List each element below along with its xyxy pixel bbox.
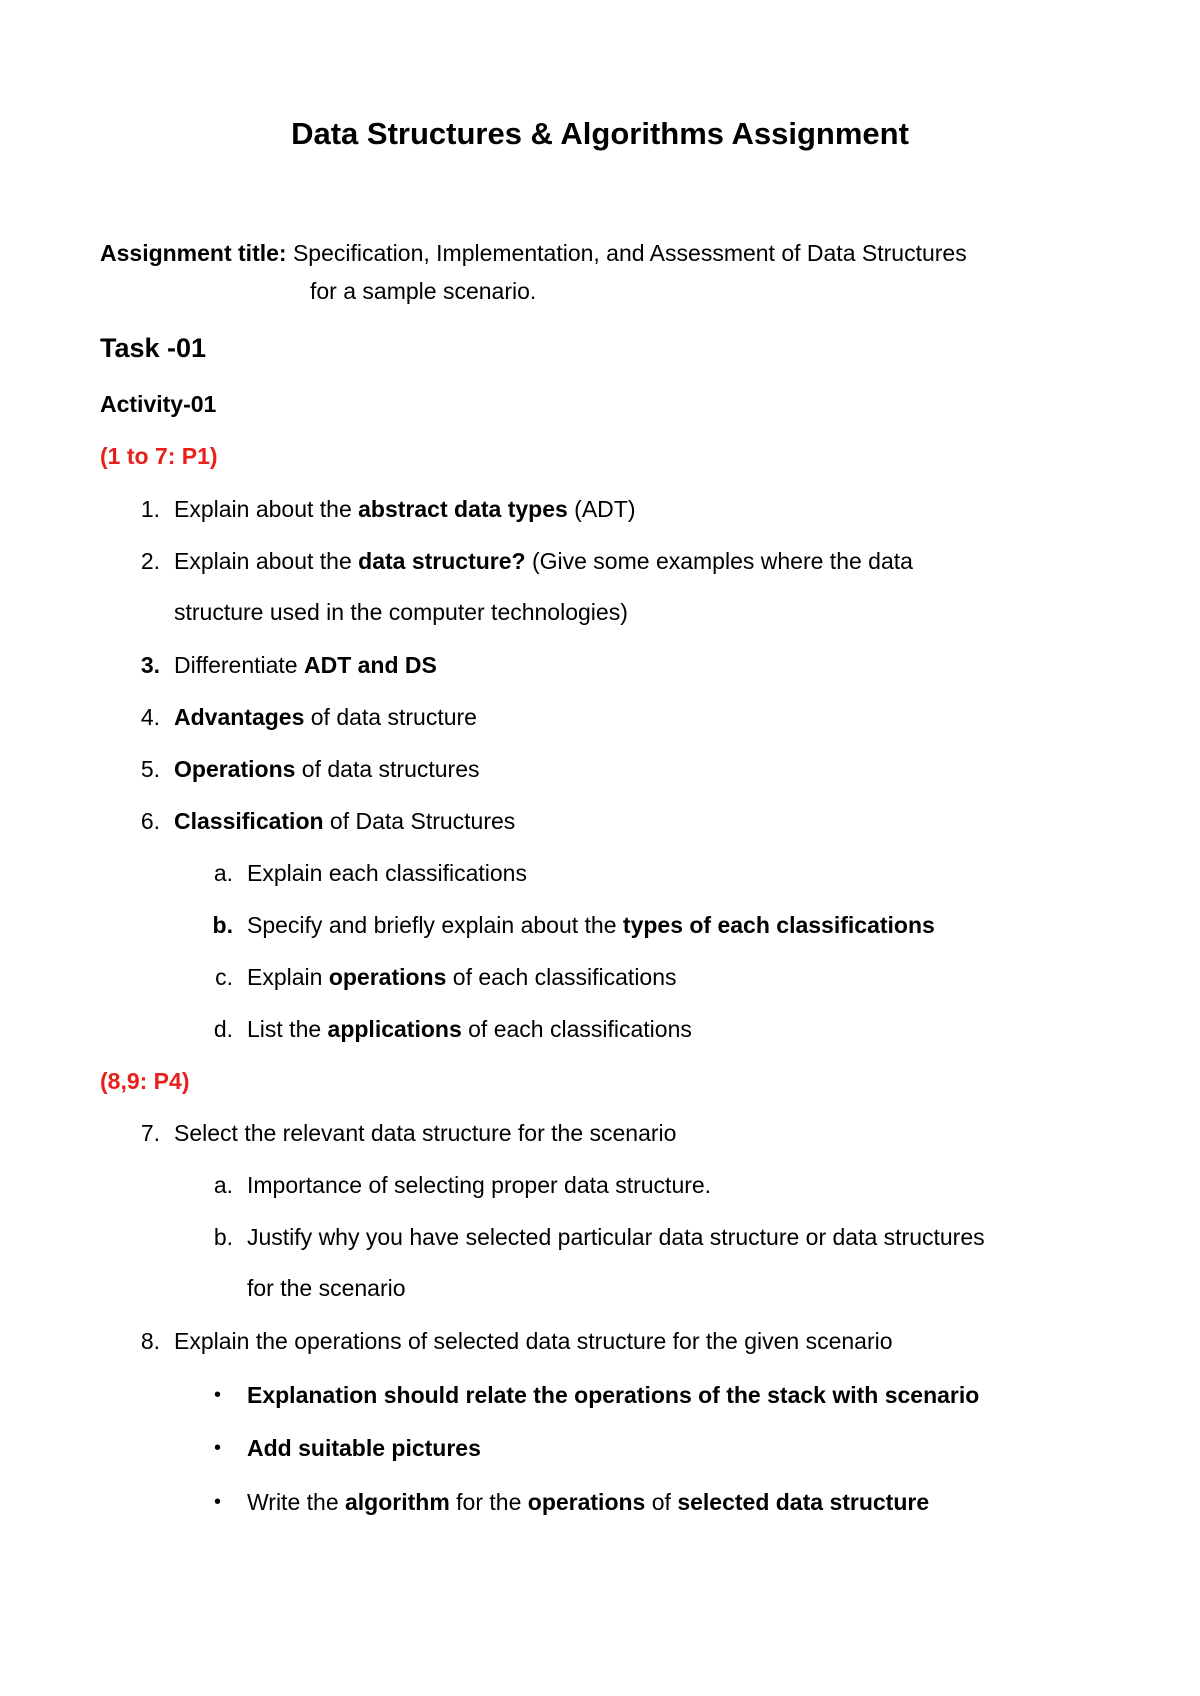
item-number: 3. xyxy=(140,652,160,678)
criteria-marker-p1: (1 to 7: P1) xyxy=(100,443,218,469)
item-emphasis: operations xyxy=(527,1489,646,1515)
list-item xyxy=(174,546,913,576)
sub-item-letter: b. xyxy=(212,912,233,938)
task-heading: Task -01 xyxy=(100,333,207,363)
bullet-item: Explanation should relate the operations of the stack with scenario xyxy=(247,1382,980,1408)
list-item: Select the relevant data structure for the scenario xyxy=(174,1120,677,1146)
sub-list-item-continuation: for the scenario xyxy=(247,1275,406,1301)
item-text: of each classifications xyxy=(461,1016,692,1042)
item-emphasis: types of each classifications xyxy=(622,912,935,938)
sub-list-item: Justify why you have selected particular data structure or data structures xyxy=(247,1224,985,1250)
assignment-title-line-1 xyxy=(100,238,967,268)
item-emphasis: applications xyxy=(327,1016,462,1042)
bullet-item xyxy=(247,1487,929,1517)
item-number: 4. xyxy=(140,704,160,730)
item-text: Specify and briefly explain about the xyxy=(247,912,623,938)
item-text: Explain about the xyxy=(174,496,359,522)
item-text: of data structure xyxy=(304,704,477,730)
document-title: Data Structures & Algorithms Assignment xyxy=(291,116,909,151)
item-emphasis: Classification xyxy=(174,808,324,834)
item-text: List the xyxy=(247,1016,328,1042)
item-text: for the xyxy=(449,1489,528,1515)
list-item xyxy=(174,806,515,836)
sub-list-item xyxy=(247,962,677,992)
item-emphasis: algorithm xyxy=(345,1489,450,1515)
bullet-icon: • xyxy=(214,1491,222,1513)
item-emphasis: Operations xyxy=(174,756,296,782)
list-item xyxy=(174,650,437,680)
bullet-icon: • xyxy=(214,1384,222,1406)
item-number: 8. xyxy=(140,1328,160,1354)
item-text: (ADT) xyxy=(567,496,636,522)
item-text: of xyxy=(645,1489,678,1515)
item-text: Explain about the xyxy=(174,548,359,574)
criteria-marker-p4: (8,9: P4) xyxy=(100,1068,190,1094)
list-item xyxy=(174,494,636,524)
item-text: of each classifications xyxy=(446,964,677,990)
list-item xyxy=(174,702,477,732)
item-emphasis: data structure? xyxy=(358,548,526,574)
item-number: 2. xyxy=(140,548,160,574)
item-number: 7. xyxy=(140,1120,160,1146)
assignment-title-text: Specification, Implementation, and Assessment of Data Structures xyxy=(292,240,967,266)
sub-item-letter: a. xyxy=(213,860,233,886)
item-text: (Give some examples where the data xyxy=(525,548,913,574)
sub-item-letter: b. xyxy=(213,1224,233,1250)
item-emphasis: selected data structure xyxy=(677,1489,930,1515)
list-item-continuation: structure used in the computer technologies) xyxy=(174,599,628,625)
item-number: 1. xyxy=(140,496,160,522)
sub-list-item: Explain each classifications xyxy=(247,860,527,886)
item-text: Explain xyxy=(247,964,329,990)
item-emphasis: Advantages xyxy=(174,704,305,730)
item-emphasis: operations xyxy=(328,964,447,990)
item-emphasis: ADT and DS xyxy=(303,652,437,678)
activity-heading: Activity-01 xyxy=(100,391,217,417)
bullet-item: Add suitable pictures xyxy=(247,1435,481,1461)
item-number: 6. xyxy=(140,808,160,834)
item-text: of Data Structures xyxy=(323,808,516,834)
item-text: of data structures xyxy=(295,756,480,782)
list-item: Explain the operations of selected data structure for the given scenario xyxy=(174,1328,893,1354)
sub-item-letter: a. xyxy=(213,1172,233,1198)
item-emphasis: abstract data types xyxy=(358,496,568,522)
list-item xyxy=(174,754,480,784)
item-text: Write the xyxy=(247,1489,345,1515)
item-text: Differentiate xyxy=(174,652,304,678)
sub-item-letter: c. xyxy=(215,964,233,990)
assignment-title-line-2: for a sample scenario. xyxy=(310,278,537,304)
bullet-icon: • xyxy=(214,1437,222,1459)
sub-item-letter: d. xyxy=(213,1016,233,1042)
sub-list-item xyxy=(247,1014,692,1044)
assignment-title-label: Assignment title: xyxy=(100,240,287,266)
item-number: 5. xyxy=(140,756,160,782)
sub-list-item: Importance of selecting proper data structure. xyxy=(247,1172,712,1198)
sub-list-item xyxy=(247,910,935,940)
